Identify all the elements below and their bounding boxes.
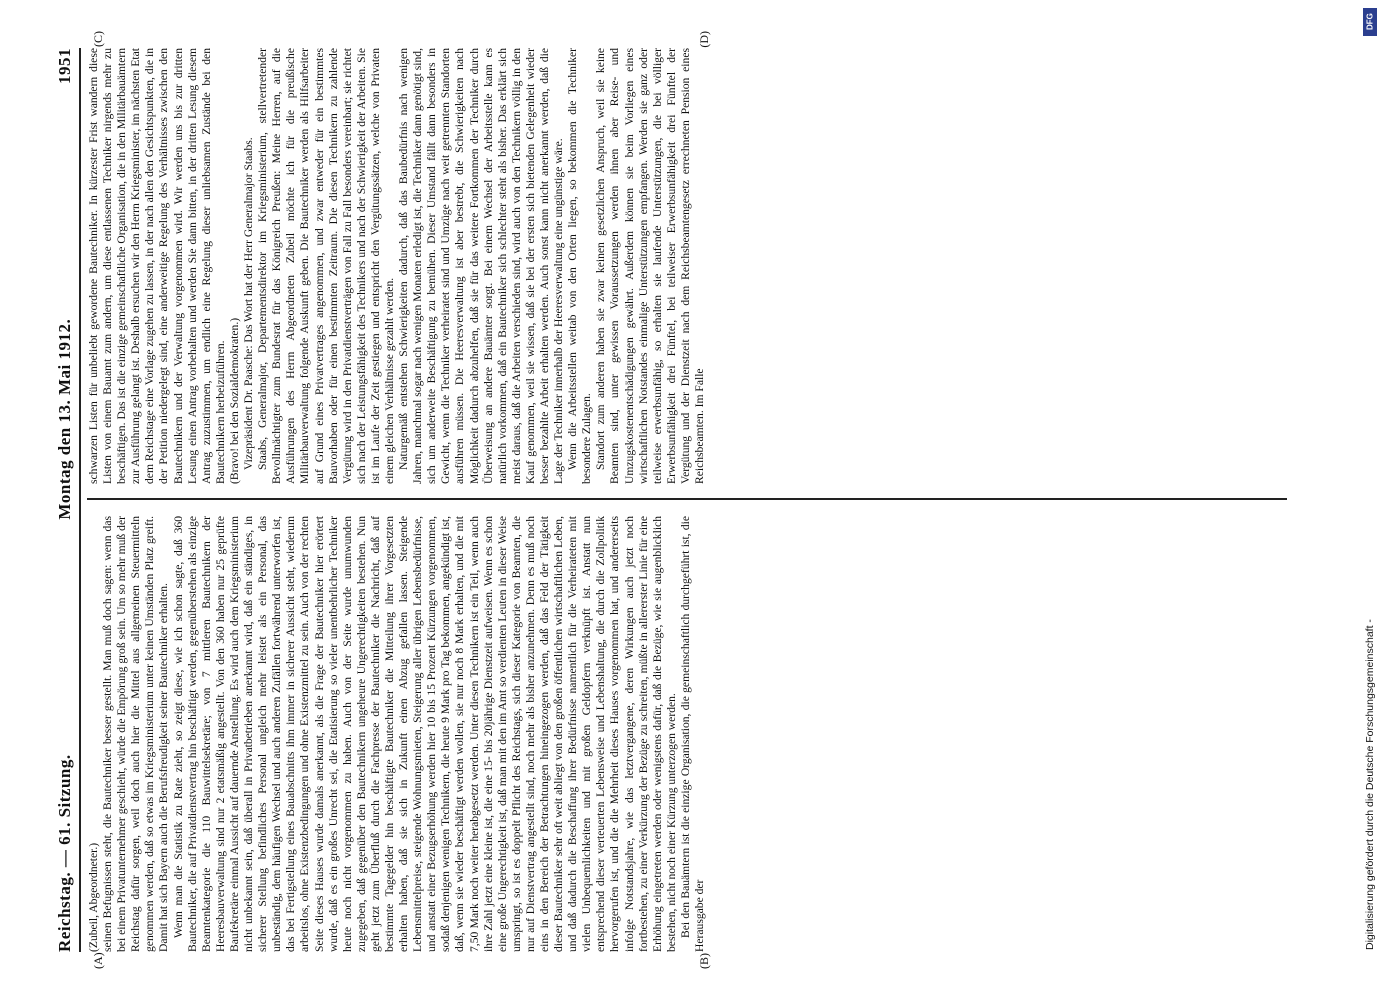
paragraph: Bei den Bauämtern ist die einzige Organisation, die gemeinschaftlich durchgeführt ist, die Herausgabe der xyxy=(678,516,707,952)
paragraph: Vizepräsident Dr. Paasche: Das Wort hat der Herr Generalmajor Staabs. xyxy=(242,137,256,470)
margin-marker-d: (D) xyxy=(697,31,711,48)
header-left: Reichstag. — 61. Sitzung. xyxy=(55,754,74,952)
paragraph: Staabs, Generalmajor, Departementsdirektor im Kriegsministerium, stellvertretender Bevollmächtigter zum Bundesrat für das Königreich Preußen: Meine Herren, auf die Ausführungen des Herrn Abgeordneten Zubeil möchte ich für die preußische Militärbauverwaltung folgende Auskunft geben. Die Bautechniker werden als Hilfsarbeiter auf Grund eines Privatvertrages angenommen, und zwar entweder für ein bestimmtes Bauvorhaben oder für einen bestimmten Zeitraum. Die diesen Technikern zu zahlende Vergütung wird in den Privatdienstverträgen von Fall zu Fall besonders vereinbart; sie richtet sich nach der Leistungsfähigkeit des Technikers und nach der Schwierigkeit der Arbeiten. Sie ist im Laufe der Zeit gestiegen und entspricht den Vergütungssätzen, welche von Privaten einem gleichen Verhältnisse gezahlt werden. xyxy=(256,48,396,484)
left-column xyxy=(87,516,1287,969)
header-date: Montag den 13. Mai 1912. xyxy=(55,318,74,520)
dfg-logo: DFG xyxy=(1363,8,1377,36)
paragraph: (Zubeil, Abgeordneter.) xyxy=(87,842,100,952)
paragraph: Standort zum anderen haben sie zwar keinen gesetzlichen Anspruch, weil sie keine Beamten sind, unter gewissen Voraussetzungen werden ihnen aber Reise- und Umzugskostenentschädigungen gewährt. Außerdem können sie beim Vorliegen eines wirtschaftlichen Notstandes einmalige Unterstützungen empfangen. Werden sie ganz oder teilweise erwerbsunfähig, so erhalten sie laufende Unterstützungen, die bei völliger Erwerbsunfähigkeit drei Fünftel, bei teilweiser Erwerbsunfähigkeit drei Fünftel der Vergütung und der Dienstzeit nach dem Reichsbeamtengesetz errechneten Pension eines Reichsbeamten. Im Falle xyxy=(594,48,707,484)
text-columns xyxy=(87,31,1287,969)
paragraph: schwarzen Listen für unbeliebt gewordene Bautechniker. In kürzester Frist wandern diese Listen von einem Bauamt zum andern, um diese entlassenen Techniker nirgends mehr zu beschäftigen. Das ist die einzige gemeinschaftliche Organisation, die in den Militärbauämtern zur Ausführung gelangt ist. Deshalb ersuchen wir den Herrn Kriegsminister, im nächsten Etat dem Reichstage eine Vorlage zugehen zu lassen, in der nach allen den Gesichtspunkten, die in der Petition niedergelegt sind, eine anderweitige Regelung des Verhältnisses zwischen den Bautechnikern und der Verwaltung vorgenommen wird. Wir werden uns bis zur dritten Lesung einen Antrag vorbehalten und werden Sie dann bitten, in der dritten Lesung diesem Antrag zuzustimmen, um endlich eine Regelung dieser unliebsamen Zustände bei den Bautechnikern herbeizuführen. xyxy=(87,48,227,484)
margin-marker-b: (B) xyxy=(697,953,711,969)
margin-marker-a: (A) xyxy=(91,952,105,969)
paragraph: (Bravo! bei den Sozialdemokraten.) xyxy=(227,317,241,484)
paragraph: seinen Befugnissen steht, die Bautechniker besser gestellt. Man muß doch sagen: wenn das bei einem Privatunternehmer geschieht, würde die Empörung groß sein. Um so mehr muß der Reichstag dafür sorgen, weil doch auch hier die Mittel aus allgemeinen Steuermitteln genommen werden, daß so etwas im Kriegsministerium unter keinen Umständen Platz greift. Damit hat sich Bayern auch die Berufsfreudigkeit seiner Bautechniker erhalten. xyxy=(101,516,171,952)
page-header xyxy=(55,48,81,952)
paragraph: Naturgemäß entstehen Schwierigkeiten dadurch, daß das Baubedürfnis nach wenigen Jahren, manchmal sogar nach wenigen Monaten erledigt ist, die Techniker dann genötigt sind, sich um anderweite Beschäftigung zu bemühen. Dieser Umstand fällt dann besonders in Gewicht, wenn die Techniker verheiratet sind und Umzüge nach weit getrennten Standorten ausführen müssen. Die Heeresverwaltung ist aber bestrebt, die Schwierigkeiten nach Möglichkeit dadurch abzuhelfen, daß sie für das weitere Fortkommen der Techniker durch Überweisung an andere Bauämter sorgt. Bei einem Wechsel der Arbeitsstelle kann es natürlich vorkommen, daß ein Bautechniker sich schlechter steht als bisher. Das erklärt sich meist daraus, daß die Arbeiten verschieden sind, wird auch von den Technikern völlig in den Kauf genommen, weil sie wissen, daß sie bei der ersten sich bietenden Gelegenheit wieder besser bezahlte Arbeit erhalten werden. Auch sonst kann nicht anerkannt werden, daß die Lage der Techniker innerhalb der Heeresverwaltung eine ungünstige wäre. xyxy=(397,48,566,484)
newspaper-page xyxy=(45,30,1315,970)
page-number: 1951 xyxy=(55,48,74,85)
right-column xyxy=(87,31,1287,500)
paragraph: Wenn die Arbeitsstellen weitab von den Orten liegen, so bekommen die Techniker besondere Zulagen. xyxy=(566,48,594,484)
margin-marker-c: (C) xyxy=(91,31,105,47)
paragraph: Wenn man die Statistik zu Rate zieht, so zeigt diese, wie ich schon sagte, daß 360 Bautechniker, die auf Privatdienstvertrag hin beschäftigt werden, gegenüberstehen als einzige Beamtenkategorie die 110 Bauwittelsekretäre; von 7 mittleren Bautechnikern der Heeresbauverwaltung sind nur 2 etatsmäßig angestellt. Von den 360 haben nur 25 geprüfte Baufekretäre einmal Aussicht auf dauernde Anstellung. Es wird auch dem Kriegsministerium nicht unbekannt sein, daß überall in Privatbetrieben anerkannt wird, daß ein ständiges, in sicherer Stellung befindliches Personal ungleich mehr leistet als ein Personal, das unbeständig, dem häufigen Wechsel und auch anderen Zufällen fortwährend unterworfen ist, das bei Fertigstellung eines Bauabschnitts ihm immer in sicherer Aussicht steht, wiederum arbeitslos, ohne Existenzbedingungen und ohne Existenzmittel zu sein. Auch von der rechten Seite dieses Hauses wurde damals anerkannt, als die Frage der Bautechniker hier erörtert wurde, daß es ein großes Unrecht sei, die Etatisierung so vieler unentbehrlicher Techniker heute noch nicht vorgenommen zu haben. Auch von der Seite wurde unumwunden zugegeben, daß gegenüber den Bautechnikern ungeheure Ungerechtigkeiten bestehen. Nun geht jetzt zum Überfluß durch die Fachpresse der Bautechniker die Nachricht, daß auf bestimmte Tagegelder hin beschäftigte Bautechniker die Mitteilung ihrer Vorgesetzten erhalten haben, daß sie sich in Zukunft einen Abzug gefallen lassen. Steigende Lebensmittelpreise, steigende Wohnungsmieten, Steigerung aller übrigen Lebensbedürfnisse, und anstatt einer Bezugserhöhung werden hier 10 bis 15 Prozent Kürzungen vorgenommen, sodaß denjenigen wenigen Technikern, die heute 9 Mark pro Tag bekommen, angekündigt ist, daß, wenn sie wieder beschäftigt werden wollen, sie nur noch 8 Mark erhalten, und die mit 7,50 Mark noch weiter herabgesetzt werden. Unter diesen Technikern ist ein Teil, wenn auch ihre Zahl jetzt eine kleine ist, die eine 15- bis 20jährige Dienstzeit aufweisen. Wenn es schon eine große Ungerechtigkeit ist, daß man mit den im Amt so verdienten Leuten in dieser Weise umspringt, so ist es doppelt Pflicht des Reichstags, sich dieser Kategorie von Beamten, die nur auf Dienstvertrag angestellt sind, noch mehr als bisher anzunehmen. Denn es muß noch eins in den Bereich der Betrachtungen hineingezogen werden, daß das Feld der Tätigkeit dieser Bautechniker sehr oft weit abliegt von den großen öffentlichen wirtschaftlichen Leben, und daß dadurch die Beschaffung ihrer Bedürfnisse namentlich für die Verheirateten mit vielen Unbequemlichkeiten und mit großen Geldopfern verknüpft ist. Anstatt nun entsprechend dieser verteuerten Lebensweise und Lebenshaltung, die durch die Zollpolitik hervorgerufen ist, und die die Mehrheit dieses Hauses vorgenommen hat, und andererseits infolge Notstandsjahre, wie das letztvergangene, deren Wirkungen auch jetzt noch fortbestehen, zu einer Verkürzung der Bezüge zu schreiten, müßte in allererster Linie für eine Erhöhung eingetreten werden oder wenigstens dafür, daß die Bezüge, wie sie augenblicklich bestehen, nicht noch einer Kürzung unterzogen werden. xyxy=(171,516,678,952)
digitization-credit: Digitalisierung gefördert durch die Deutsche Forschungsgemeinschaft - xyxy=(1364,619,1376,950)
